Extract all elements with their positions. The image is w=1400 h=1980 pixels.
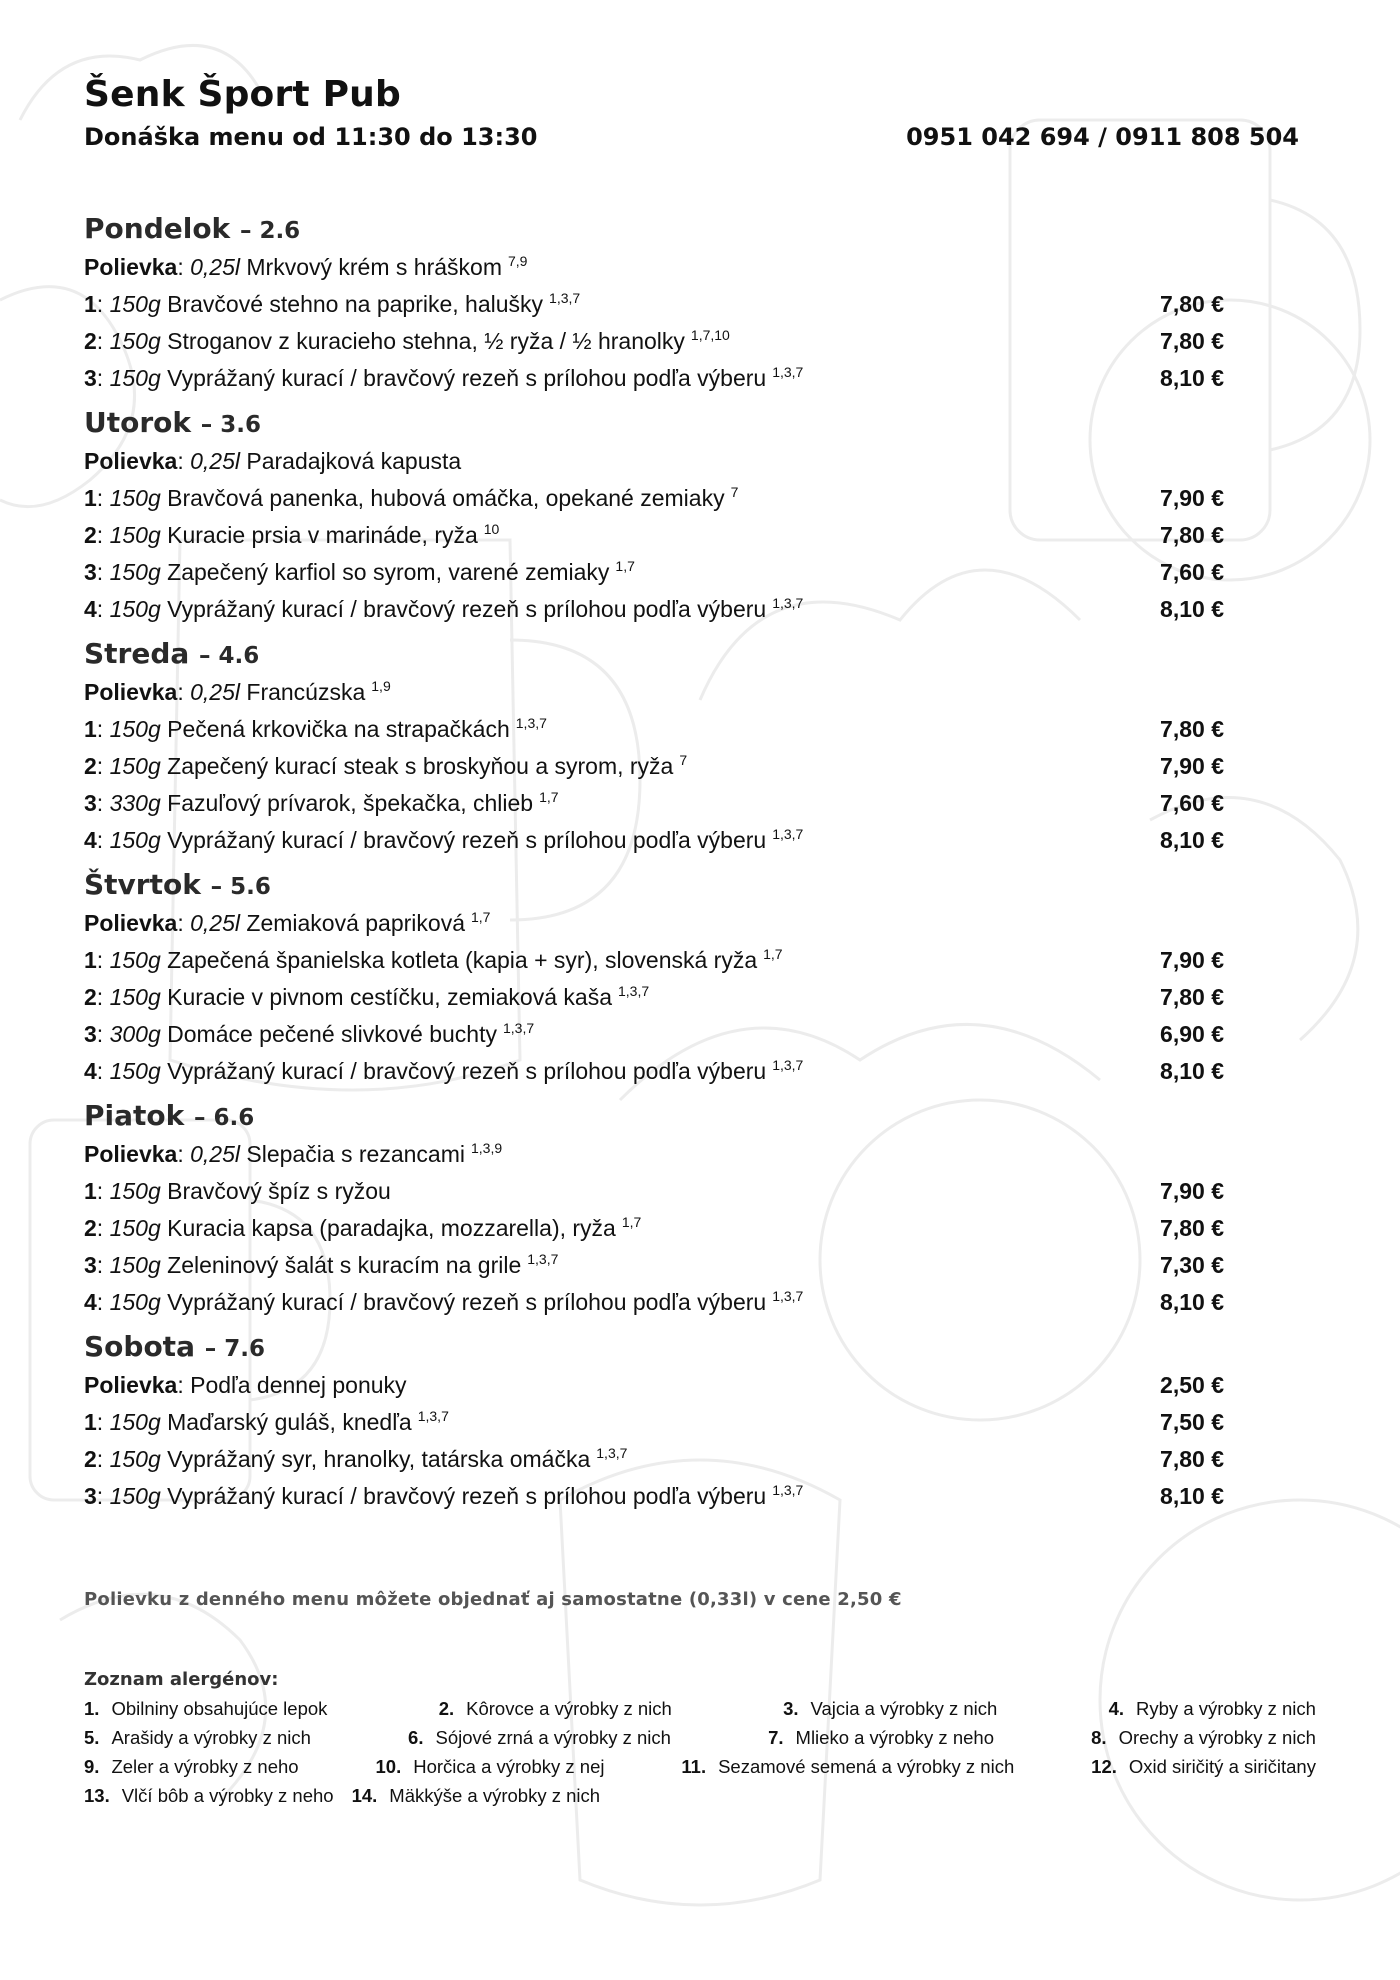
day-section bbox=[84, 864, 1316, 1090]
dish-price bbox=[1154, 1136, 1224, 1173]
dish-price: 8,10 € bbox=[1160, 365, 1224, 391]
dish-label: 1 bbox=[84, 1409, 97, 1435]
dish-row bbox=[84, 1247, 1316, 1284]
allergen-text: Mäkkýše a výrobky z nich bbox=[389, 1785, 601, 1806]
dish-price: 7,60 € bbox=[1160, 790, 1224, 816]
dish-label: 4 bbox=[84, 1289, 97, 1315]
dish-label: Polievka bbox=[84, 448, 178, 474]
dish-name: Francúzska bbox=[246, 679, 366, 705]
dish-description: 2: 150g Vyprážaný syr, hranolky, tatárska omáčka $^{1,3,7}$ bbox=[84, 1445, 628, 1472]
allergen-row bbox=[84, 1781, 1316, 1810]
dish-name: Vyprážaný kurací / bravčový rezeň s prílohou podľa výberu bbox=[167, 1483, 767, 1509]
allergen-list-title: Zoznam alergénov: bbox=[84, 1669, 279, 1690]
allergen-list bbox=[84, 1666, 1316, 1810]
allergen-item bbox=[84, 1694, 327, 1723]
allergen-codes: 1,7 bbox=[539, 789, 559, 805]
dish-row bbox=[84, 1210, 1316, 1247]
dish-price: 7,80 € bbox=[1160, 291, 1224, 317]
allergen-item bbox=[768, 1723, 994, 1752]
dish-weight: 0,25l bbox=[190, 254, 240, 280]
allergen-codes: 1,3,7 bbox=[549, 290, 581, 306]
dish-name: Zemiaková papriková bbox=[246, 910, 465, 936]
dish-description: 2: 150g Kuracie prsia v marináde, ryža $^{10}$ bbox=[84, 521, 500, 548]
allergen-text: Vlčí bôb a výrobky z neho bbox=[121, 1785, 334, 1806]
allergen-number: 5. bbox=[84, 1727, 100, 1748]
allergen-codes: 7,9 bbox=[507, 253, 528, 269]
allergen-number: 11. bbox=[681, 1756, 707, 1777]
allergen-text: Orechy a výrobky z nich bbox=[1118, 1727, 1316, 1748]
dish-price: 7,90 € bbox=[1160, 753, 1224, 779]
dish-weight: 150g bbox=[109, 1058, 161, 1084]
soup-row bbox=[84, 905, 1316, 942]
dish-weight: 150g bbox=[109, 753, 161, 779]
dish-name: Zapečená španielska kotleta (kapia + syr), slovenská ryža bbox=[167, 947, 758, 973]
dish-weight: 150g bbox=[109, 328, 161, 354]
dish-label: 1 bbox=[84, 1178, 97, 1204]
dish-weight: 150g bbox=[109, 716, 161, 742]
allergen-codes: 10 bbox=[483, 521, 500, 537]
allergen-text: Mlieko a výrobky z neho bbox=[795, 1727, 994, 1748]
dish-description: Polievka: Podľa dennej ponuky bbox=[84, 1372, 407, 1398]
allergen-item bbox=[681, 1752, 1014, 1781]
dish-label: 2 bbox=[84, 522, 97, 548]
dish-weight: 150g bbox=[109, 485, 161, 511]
allergen-codes: 1,3,7 bbox=[772, 364, 804, 380]
dish-weight: 0,25l bbox=[190, 679, 240, 705]
day-title bbox=[84, 402, 1316, 443]
dish-name: Vyprážaný kurací / bravčový rezeň s prílohou podľa výberu bbox=[167, 827, 767, 853]
dish-name: Slepačia s rezancami bbox=[246, 1141, 465, 1167]
dish-description: 2: 150g Stroganov z kuracieho stehna, ½ ryža / ½ hranolky $^{1,7,10}$ bbox=[84, 327, 730, 354]
dish-label: Polievka bbox=[84, 254, 178, 280]
allergen-text: Ryby a výrobky z nich bbox=[1136, 1698, 1316, 1719]
dish-row bbox=[84, 554, 1316, 591]
day-section bbox=[84, 1326, 1316, 1515]
dish-name: Vyprážaný kurací / bravčový rezeň s prílohou podľa výberu bbox=[167, 596, 767, 622]
allergen-number: 14. bbox=[351, 1785, 378, 1806]
dish-label: 2 bbox=[84, 753, 97, 779]
dish-label: 4 bbox=[84, 596, 97, 622]
dish-price bbox=[1154, 905, 1224, 942]
dish-price: 8,10 € bbox=[1160, 1058, 1224, 1084]
allergen-codes: 1,3,7 bbox=[772, 1482, 804, 1498]
dish-name: Bravčová panenka, hubová omáčka, opekané zemiaky bbox=[167, 485, 725, 511]
allergen-text: Oxid siričitý a siričitany bbox=[1128, 1756, 1316, 1777]
dish-description: 2: 150g Zapečený kurací steak s broskyňou a syrom, ryža $^7$ bbox=[84, 752, 688, 779]
day-title bbox=[84, 633, 1316, 674]
allergen-text: Sezamové semená a výrobky z nich bbox=[718, 1756, 1015, 1777]
allergen-number: 6. bbox=[408, 1727, 424, 1748]
dish-name: Vyprážaný kurací / bravčový rezeň s prílohou podľa výberu bbox=[167, 1289, 767, 1315]
allergen-item bbox=[84, 1723, 311, 1752]
delivery-hours: Donáška menu od 11:30 do 13:30 bbox=[84, 123, 538, 151]
allergen-grid bbox=[84, 1694, 1316, 1810]
allergen-number: 4. bbox=[1108, 1698, 1125, 1719]
dish-weight: 0,25l bbox=[190, 1141, 240, 1167]
dish-weight: 150g bbox=[109, 522, 161, 548]
dish-row bbox=[84, 1173, 1316, 1210]
dish-description: Polievka: 0,25l Paradajková kapusta bbox=[84, 448, 462, 474]
dish-price: 8,10 € bbox=[1160, 827, 1224, 853]
menu-page bbox=[84, 72, 1316, 1810]
dish-weight: 150g bbox=[109, 1178, 161, 1204]
soup-row bbox=[84, 1367, 1316, 1404]
dish-description: 1: 150g Pečená krkovička na strapačkách $^{1,3,7}$ bbox=[84, 715, 547, 742]
dish-name: Vyprážaný syr, hranolky, tatárska omáčka bbox=[167, 1446, 591, 1472]
day-name: Sobota bbox=[84, 1330, 195, 1363]
dish-description: 4: 150g Vyprážaný kurací / bravčový rezeň s prílohou podľa výberu $^{1,3,7}$ bbox=[84, 595, 804, 622]
dish-label: 2 bbox=[84, 984, 97, 1010]
dish-row bbox=[84, 286, 1316, 323]
dish-price: 8,10 € bbox=[1160, 1483, 1224, 1509]
dish-name: Mrkvový krém s hráškom bbox=[246, 254, 502, 280]
dish-weight: 150g bbox=[109, 365, 161, 391]
dish-name: Bravčové stehno na paprike, halušky bbox=[167, 291, 544, 317]
dish-description: 1: 150g Bravčové stehno na paprike, halušky $^{1,3,7}$ bbox=[84, 290, 581, 317]
allergen-text: Kôrovce a výrobky z nich bbox=[466, 1698, 672, 1719]
dish-row bbox=[84, 1478, 1316, 1515]
dish-name: Zeleninový šalát s kuracím na grile bbox=[167, 1252, 522, 1278]
dish-description: Polievka: 0,25l Slepačia s rezancami $^{1,3,9}$ bbox=[84, 1140, 503, 1167]
dish-label: Polievka bbox=[84, 1372, 178, 1398]
allergen-number: 1. bbox=[84, 1698, 100, 1719]
allergen-text: Vajcia a výrobky z nich bbox=[810, 1698, 998, 1719]
dish-price: 6,90 € bbox=[1160, 1021, 1224, 1047]
dish-weight: 150g bbox=[109, 1252, 161, 1278]
dish-price: 7,50 € bbox=[1160, 1409, 1224, 1435]
dish-label: 1 bbox=[84, 716, 97, 742]
dish-name: Stroganov z kuracieho stehna, ½ ryža / ½ hranolky bbox=[167, 328, 685, 354]
dish-label: 1 bbox=[84, 291, 97, 317]
allergen-text: Arašidy a výrobky z nich bbox=[111, 1727, 311, 1748]
dish-weight: 150g bbox=[109, 1483, 161, 1509]
allergen-text: Horčica a výrobky z nej bbox=[413, 1756, 605, 1777]
soup-row bbox=[84, 674, 1316, 711]
dish-label: Polievka bbox=[84, 1141, 178, 1167]
dish-price: 7,30 € bbox=[1160, 1252, 1224, 1278]
dish-description: 1: 150g Bravčová panenka, hubová omáčka, opekané zemiaky $^7$ bbox=[84, 484, 739, 511]
dish-description: 3: 150g Vyprážaný kurací / bravčový rezeň s prílohou podľa výberu $^{1,3,7}$ bbox=[84, 1482, 804, 1509]
dish-row bbox=[84, 1053, 1316, 1090]
dish-row bbox=[84, 711, 1316, 748]
dish-row bbox=[84, 591, 1316, 628]
allergen-item bbox=[408, 1723, 671, 1752]
allergen-codes: 1,7 bbox=[621, 1214, 642, 1230]
dish-label: Polievka bbox=[84, 679, 178, 705]
dish-row bbox=[84, 822, 1316, 859]
dish-price bbox=[1154, 249, 1224, 286]
header-subline bbox=[84, 118, 1299, 156]
dish-description: 3: 150g Vyprážaný kurací / bravčový rezeň s prílohou podľa výberu $^{1,3,7}$ bbox=[84, 364, 804, 391]
dish-weight: 150g bbox=[109, 1215, 161, 1241]
allergen-number: 10. bbox=[375, 1756, 402, 1777]
dish-row bbox=[84, 480, 1316, 517]
dish-label: 3 bbox=[84, 1021, 97, 1047]
dish-name: Pečená krkovička na strapačkách bbox=[167, 716, 510, 742]
allergen-item bbox=[84, 1752, 299, 1781]
day-title bbox=[84, 208, 1316, 249]
day-date: – 4.6 bbox=[199, 643, 260, 669]
day-section bbox=[84, 208, 1316, 397]
dish-row bbox=[84, 748, 1316, 785]
allergen-codes: 1,3,7 bbox=[772, 1288, 804, 1304]
soup-note: Polievku z denného menu môžete objednať aj samostatne (0,33l) v cene 2,50 € bbox=[84, 1589, 902, 1610]
dish-weight: 150g bbox=[109, 1446, 161, 1472]
day-date: – 5.6 bbox=[210, 874, 271, 900]
dish-price: 8,10 € bbox=[1160, 1289, 1224, 1315]
dish-description: 1: 150g Maďarský guláš, knedľa $^{1,3,7}$ bbox=[84, 1408, 449, 1435]
allergen-item bbox=[1109, 1694, 1316, 1723]
allergen-codes: 7 bbox=[679, 752, 688, 768]
dish-name: Podľa dennej ponuky bbox=[190, 1372, 407, 1398]
dish-price: 7,90 € bbox=[1160, 947, 1224, 973]
dish-name: Paradajková kapusta bbox=[246, 448, 462, 474]
dish-name: Kuracia kapsa (paradajka, mozzarella), ryža bbox=[167, 1215, 616, 1241]
dish-label: Polievka bbox=[84, 910, 178, 936]
allergen-item bbox=[783, 1694, 997, 1723]
weekly-menu bbox=[84, 208, 1316, 1515]
soup-row bbox=[84, 1136, 1316, 1173]
day-name: Štvrtok bbox=[84, 868, 201, 901]
allergen-codes: 1,3,7 bbox=[772, 826, 804, 842]
dish-name: Kuracie prsia v marináde, ryža bbox=[167, 522, 478, 548]
dish-weight: 150g bbox=[109, 984, 161, 1010]
allergen-row bbox=[84, 1752, 1316, 1781]
allergen-number: 12. bbox=[1091, 1756, 1117, 1777]
dish-price bbox=[1154, 674, 1224, 711]
allergen-item bbox=[84, 1781, 334, 1810]
dish-row bbox=[84, 942, 1316, 979]
dish-description: 3: 300g Domáce pečené slivkové buchty $^{1,3,7}$ bbox=[84, 1020, 535, 1047]
dish-price bbox=[1154, 443, 1224, 480]
dish-description: 3: 330g Fazuľový prívarok, špekačka, chlieb $^{1,7}$ bbox=[84, 789, 559, 816]
allergen-codes: 1,7 bbox=[763, 946, 783, 962]
dish-weight: 150g bbox=[109, 827, 161, 853]
allergen-codes: 1,3,9 bbox=[471, 1140, 503, 1156]
day-date: – 7.6 bbox=[204, 1336, 265, 1362]
dish-description: 1: 150g Bravčový špíz s ryžou bbox=[84, 1178, 391, 1204]
dish-name: Vyprážaný kurací / bravčový rezeň s prílohou podľa výberu bbox=[167, 365, 767, 391]
allergen-codes: 1,3,7 bbox=[772, 595, 804, 611]
dish-row bbox=[84, 323, 1316, 360]
dish-name: Fazuľový prívarok, špekačka, chlieb bbox=[167, 790, 534, 816]
dish-row bbox=[84, 1284, 1316, 1321]
allergen-number: 13. bbox=[84, 1785, 110, 1806]
dish-row bbox=[84, 1441, 1316, 1478]
dish-description: 2: 150g Kuracie v pivnom cestíčku, zemiaková kaša $^{1,3,7}$ bbox=[84, 983, 650, 1010]
allergen-number: 7. bbox=[768, 1727, 784, 1748]
allergen-text: Obilniny obsahujúce lepok bbox=[111, 1698, 328, 1719]
day-name: Streda bbox=[84, 637, 190, 670]
dish-label: 1 bbox=[84, 485, 97, 511]
allergen-row bbox=[84, 1694, 1316, 1723]
dish-label: 3 bbox=[84, 365, 97, 391]
allergen-row bbox=[84, 1723, 1316, 1752]
dish-price: 7,80 € bbox=[1160, 1446, 1224, 1472]
day-section bbox=[84, 633, 1316, 859]
dish-price: 7,90 € bbox=[1160, 485, 1224, 511]
dish-name: Zapečený kurací steak s broskyňou a syrom, ryža bbox=[167, 753, 674, 779]
allergen-codes: 1,3,7 bbox=[515, 715, 547, 731]
dish-label: 3 bbox=[84, 790, 97, 816]
dish-price: 7,80 € bbox=[1160, 328, 1224, 354]
dish-description: Polievka: 0,25l Zemiaková papriková $^{1,7}$ bbox=[84, 909, 491, 936]
dish-label: 2 bbox=[84, 1215, 97, 1241]
dish-name: Vyprážaný kurací / bravčový rezeň s prílohou podľa výberu bbox=[167, 1058, 767, 1084]
dish-label: 3 bbox=[84, 559, 97, 585]
dish-weight: 150g bbox=[109, 1289, 161, 1315]
dish-description: 1: 150g Zapečená španielska kotleta (kapia + syr), slovenská ryža $^{1,7}$ bbox=[84, 946, 783, 973]
dish-description: Polievka: 0,25l Francúzska $^{1,9}$ bbox=[84, 678, 391, 705]
day-title bbox=[84, 864, 1316, 905]
dish-price: 7,80 € bbox=[1160, 1215, 1224, 1241]
allergen-codes: 1,3,7 bbox=[417, 1408, 449, 1424]
dish-weight: 150g bbox=[109, 947, 161, 973]
dish-price: 2,50 € bbox=[1160, 1372, 1224, 1398]
allergen-text: Zeler a výrobky z neho bbox=[111, 1756, 299, 1777]
allergen-codes: 1,3,7 bbox=[596, 1445, 628, 1461]
dish-weight: 150g bbox=[109, 291, 161, 317]
allergen-codes: 1,3,7 bbox=[772, 1057, 804, 1073]
pub-title: Šenk Šport Pub bbox=[84, 74, 401, 115]
allergen-number: 8. bbox=[1091, 1727, 1107, 1748]
dish-description: 3: 150g Zeleninový šalát s kuracím na grile $^{1,3,7}$ bbox=[84, 1251, 559, 1278]
allergen-codes: 1,3,7 bbox=[502, 1020, 535, 1036]
soup-row bbox=[84, 249, 1316, 286]
dish-price: 7,80 € bbox=[1160, 716, 1224, 742]
dish-name: Maďarský guláš, knedľa bbox=[167, 1409, 412, 1435]
day-date: – 2.6 bbox=[239, 218, 301, 244]
dish-row bbox=[84, 517, 1316, 554]
day-date: – 3.6 bbox=[200, 412, 262, 438]
dish-description: 4: 150g Vyprážaný kurací / bravčový rezeň s prílohou podľa výberu $^{1,3,7}$ bbox=[84, 1057, 804, 1084]
dish-name: Zapečený karfiol so syrom, varené zemiaky bbox=[167, 559, 610, 585]
dish-description: 2: 150g Kuracia kapsa (paradajka, mozzarella), ryža $^{1,7}$ bbox=[84, 1214, 642, 1241]
dish-label: 2 bbox=[84, 1446, 97, 1472]
dish-price: 7,90 € bbox=[1160, 1178, 1224, 1204]
soup-row bbox=[84, 443, 1316, 480]
allergen-item bbox=[352, 1781, 600, 1810]
allergen-codes: 1,3,7 bbox=[618, 983, 650, 999]
dish-label: 3 bbox=[84, 1483, 97, 1509]
dish-description: Polievka: 0,25l Mrkvový krém s hráškom $^{7,9}$ bbox=[84, 253, 528, 280]
dish-row bbox=[84, 785, 1316, 822]
dish-name: Bravčový špíz s ryžou bbox=[167, 1178, 391, 1204]
dish-weight: 330g bbox=[109, 790, 161, 816]
day-section bbox=[84, 1095, 1316, 1321]
allergen-item bbox=[439, 1694, 672, 1723]
dish-row bbox=[84, 1404, 1316, 1441]
dish-price: 8,10 € bbox=[1160, 596, 1224, 622]
day-title bbox=[84, 1326, 1316, 1367]
allergen-codes: 1,7 bbox=[615, 558, 635, 574]
allergen-number: 9. bbox=[84, 1756, 100, 1777]
day-name: Utorok bbox=[84, 406, 192, 439]
dish-weight: 150g bbox=[109, 596, 161, 622]
dish-weight: 150g bbox=[109, 1409, 161, 1435]
dish-name: Kuracie v pivnom cestíčku, zemiaková kaša bbox=[167, 984, 612, 1010]
allergen-codes: 1,9 bbox=[371, 678, 391, 694]
day-date: – 6.6 bbox=[194, 1105, 255, 1131]
dish-label: 1 bbox=[84, 947, 97, 973]
dish-label: 2 bbox=[84, 328, 97, 354]
day-section bbox=[84, 402, 1316, 628]
dish-price: 7,80 € bbox=[1160, 984, 1224, 1010]
day-name: Pondelok bbox=[84, 212, 231, 245]
dish-name: Domáce pečené slivkové buchty bbox=[167, 1021, 497, 1047]
allergen-item bbox=[1091, 1752, 1316, 1781]
dish-label: 4 bbox=[84, 827, 97, 853]
day-name: Piatok bbox=[84, 1099, 185, 1132]
dish-row bbox=[84, 360, 1316, 397]
allergen-number: 2. bbox=[438, 1698, 455, 1719]
dish-weight: 0,25l bbox=[190, 910, 240, 936]
dish-weight: 0,25l bbox=[190, 448, 240, 474]
dish-description: 4: 150g Vyprážaný kurací / bravčový rezeň s prílohou podľa výberu $^{1,3,7}$ bbox=[84, 1288, 804, 1315]
dish-price: 7,60 € bbox=[1160, 559, 1224, 585]
allergen-text: Sójové zrná a výrobky z nich bbox=[435, 1727, 671, 1748]
dish-row bbox=[84, 979, 1316, 1016]
dish-weight: 300g bbox=[109, 1021, 161, 1047]
dish-label: 3 bbox=[84, 1252, 97, 1278]
allergen-codes: 1,3,7 bbox=[527, 1251, 559, 1267]
day-title bbox=[84, 1095, 1316, 1136]
phone-numbers: 0951 042 694 / 0911 808 504 bbox=[906, 123, 1299, 151]
allergen-codes: 7 bbox=[730, 484, 739, 500]
dish-row bbox=[84, 1016, 1316, 1053]
allergen-item bbox=[1091, 1723, 1316, 1752]
allergen-codes: 1,7,10 bbox=[690, 327, 730, 343]
allergen-item bbox=[376, 1752, 605, 1781]
allergen-number: 3. bbox=[783, 1698, 799, 1719]
dish-label: 4 bbox=[84, 1058, 97, 1084]
dish-description: 3: 150g Zapečený karfiol so syrom, varené zemiaky $^{1,7}$ bbox=[84, 558, 635, 585]
dish-description: 4: 150g Vyprážaný kurací / bravčový rezeň s prílohou podľa výberu $^{1,3,7}$ bbox=[84, 826, 804, 853]
allergen-codes: 1,7 bbox=[471, 909, 491, 925]
dish-weight: 150g bbox=[109, 559, 161, 585]
dish-price: 7,80 € bbox=[1160, 522, 1224, 548]
